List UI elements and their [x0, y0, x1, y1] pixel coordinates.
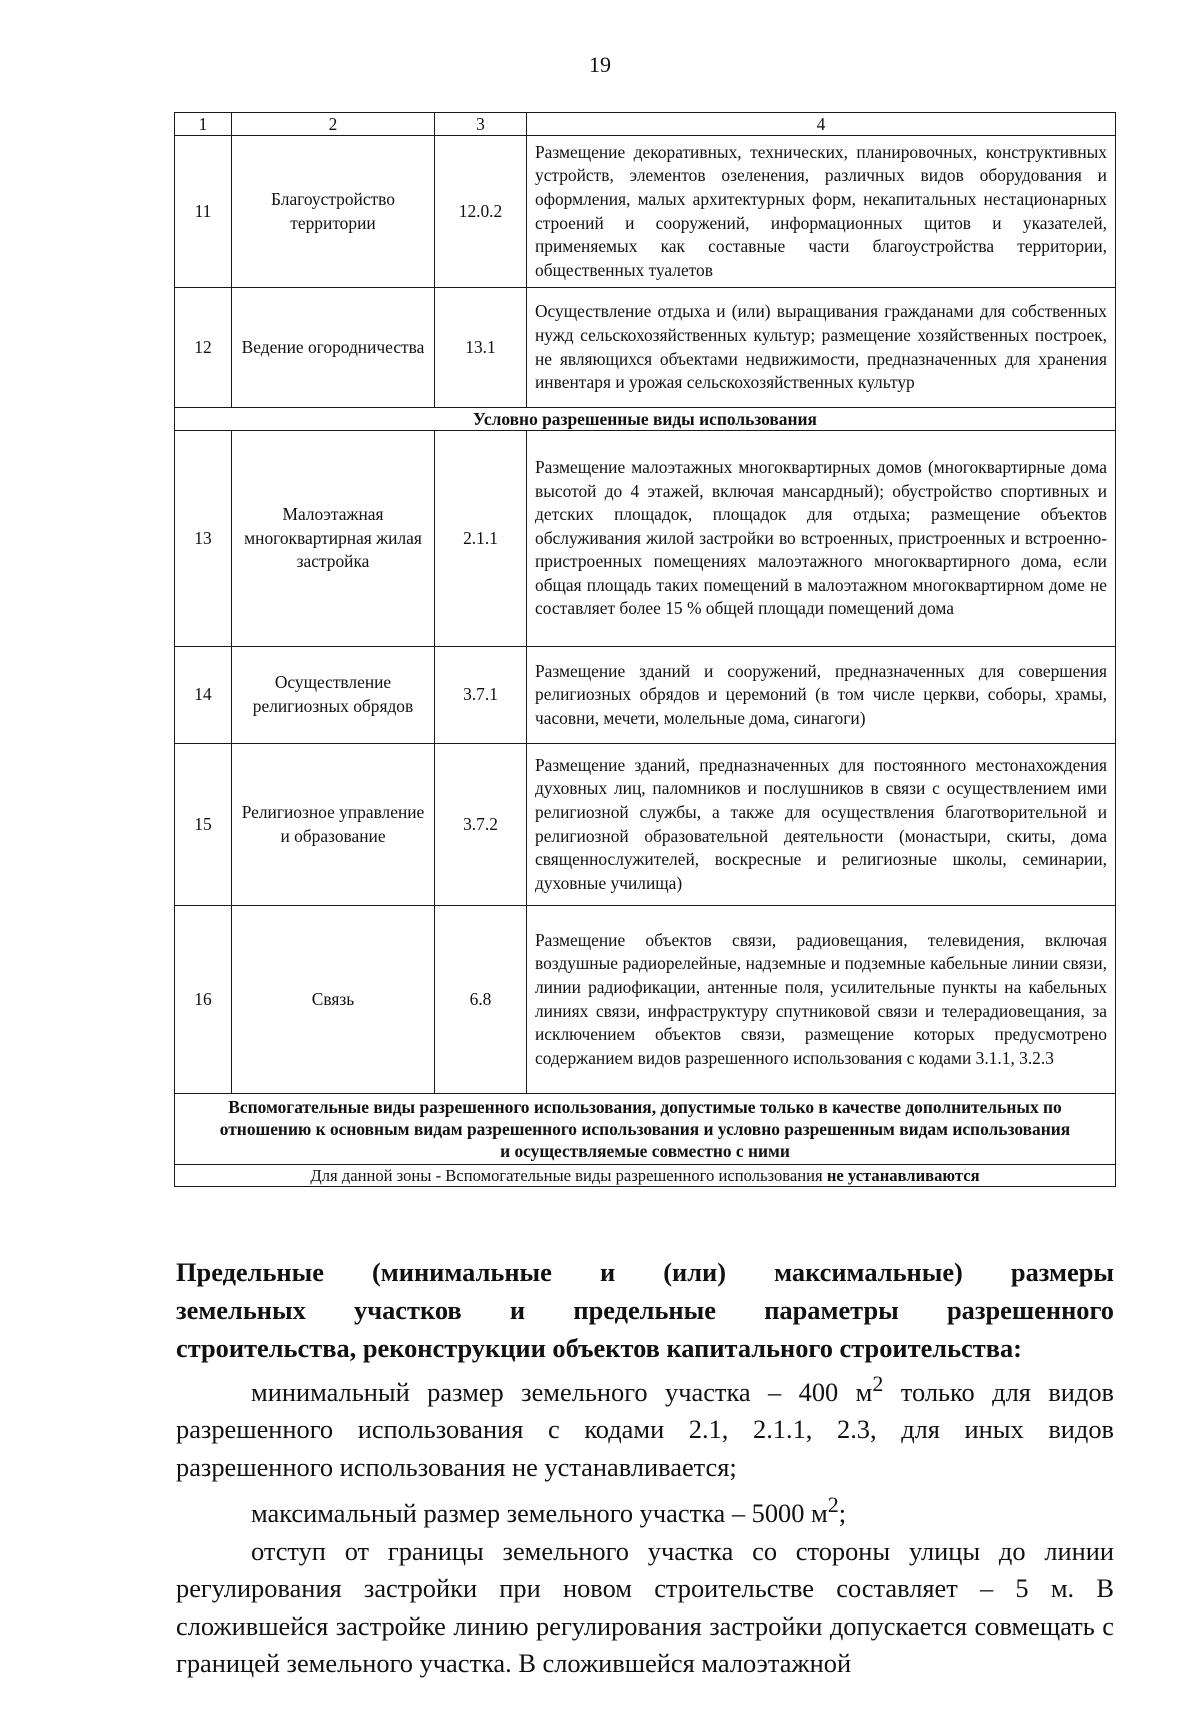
parameters-heading-line-2: земельных участков и предельные параметры разрешенного — [176, 1295, 1114, 1325]
row-number: 15 — [175, 744, 232, 906]
column-number-3: 3 — [435, 113, 527, 136]
use-type-code: 6.8 — [435, 906, 527, 1094]
auxiliary-uses-note-status: не устанавливаются — [826, 1166, 980, 1185]
use-type-code: 3.7.1 — [435, 647, 527, 744]
use-type-description: Размещение объектов связи, радиовещания, телевидения, включая воздушные радиорелейные, надземные и подземные кабельные линии связи, линии радиофикации, антенные поля, усилительные пункты на кабельных линиях связи, инфраструктуру спутниковой связи и телерадиовещания, за исключением объектов связи, размещение которых предусмотрено содержанием видов разрешенного использования с кодами 3.1.1, 3.2.3 — [527, 906, 1116, 1094]
min-plot-size-unit-exponent: 2 — [872, 1371, 884, 1396]
use-type-code: 12.0.2 — [435, 136, 527, 288]
parameters-body — [176, 1365, 1114, 1683]
auxiliary-uses-heading: Вспомогательные виды разрешенного использования, допустимые только в качестве дополнительных по отношению к основным видам разрешенного использования и условно разрешенным видам использования и осуществляемые совместно с ними — [175, 1094, 1116, 1165]
row-number: 11 — [175, 136, 232, 288]
row-number: 16 — [175, 906, 232, 1094]
table-row — [175, 431, 1116, 647]
use-type-name: Осуществление религиозных обрядов — [232, 647, 435, 744]
min-plot-size-tail: только для видов разрешенного использования с кодами 2.1, 2.1.1, 2.3, для иных видов разрешенного использования не устанавливается; — [176, 1376, 1114, 1482]
use-type-code: 3.7.2 — [435, 744, 527, 906]
max-plot-size-text: максимальный размер земельного участка – 5000 м — [251, 1498, 828, 1529]
parameters-heading-line-3: строительства, реконструкции объектов капитального строительства: — [176, 1333, 1022, 1363]
max-plot-size-unit-exponent: 2 — [827, 1492, 839, 1518]
use-type-description: Размещение малоэтажных многоквартирных домов (многоквартирные дома высотой до 4 этажей, включая мансардный); обустройство спортивных и детских площадок, площадок для отдыха; размещение объектов обслуживания жилой застройки во встроенных, пристроенных и встроенно-пристроенных помещениях малоэтажного многоквартирного дома, если общая площадь таких помещений в малоэтажном многоквартирном доме не составляет более 15 % общей площади помещений дома — [527, 431, 1116, 647]
auxiliary-uses-note-text: Для данной зоны - Вспомогательные виды разрешенного использования — [310, 1166, 827, 1185]
row-number: 12 — [175, 288, 232, 408]
use-type-name: Ведение огородничества — [232, 288, 435, 408]
column-number-1: 1 — [175, 113, 232, 136]
conditional-uses-heading: Условно разрешенные виды использования — [175, 408, 1116, 431]
use-type-description: Размещение зданий, предназначенных для постоянного местонахождения духовных лиц, паломников и послушников в связи с осуществлением ими религиозной службы, а также для осуществления благотворительной и религиозной образовательной деятельности (монастыри, скиты, дома священнослужителей, воскресные и религиозные школы, семинарии, духовные училища) — [527, 744, 1116, 906]
use-type-code: 13.1 — [435, 288, 527, 408]
section-heading-row — [175, 1094, 1116, 1165]
land-use-table — [174, 112, 1116, 1187]
min-plot-size-text: минимальный размер земельного участка – 400 м — [251, 1376, 873, 1407]
section-heading-row — [175, 408, 1116, 431]
parameters-heading-line-1: Предельные (минимальные и (или) максимальные) размеры — [176, 1257, 1114, 1287]
column-number-2: 2 — [232, 113, 435, 136]
table-row — [175, 906, 1116, 1094]
use-type-name: Малоэтажная многоквартирная жилая застройка — [232, 431, 435, 647]
use-type-code: 2.1.1 — [435, 431, 527, 647]
use-type-description: Осуществление отдыха и (или) выращивания гражданами для собственных нужд сельскохозяйственных культур; размещение хозяйственных построек, не являющихся объектами недвижимости, предназначенных для хранения инвентаря и урожая сельскохозяйственных культур — [527, 288, 1116, 408]
setback-paragraph: отступ от границы земельного участка со стороны улицы до линии регулирования застройки при новом строительстве составляет – 5 м. В сложившейся застройке линию регулирования застройки допускается совмещать с границей земельного участка. В сложившейся малоэтажной — [176, 1535, 1114, 1679]
row-number: 13 — [175, 431, 232, 647]
use-type-name: Связь — [232, 906, 435, 1094]
parameters-heading — [176, 1253, 1114, 1367]
min-plot-size-paragraph — [176, 1365, 1114, 1486]
max-plot-size-tail: ; — [838, 1498, 847, 1529]
max-plot-size-paragraph — [176, 1486, 1114, 1532]
use-type-name: Благоустройство территории — [232, 136, 435, 288]
page-number: 19 — [589, 52, 611, 77]
use-type-description: Размещение зданий и сооружений, предназначенных для совершения религиозных обрядов и церемоний (в том числе церкви, соборы, храмы, часовни, мечети, молельные дома, синагоги) — [527, 647, 1116, 744]
use-type-name: Религиозное управление и образование — [232, 744, 435, 906]
table-row — [175, 288, 1116, 408]
use-type-description: Размещение декоративных, технических, планировочных, конструктивных устройств, элементов озеленения, различных видов оборудования и оформления, малых архитектурных форм, некапитальных нестационарных строений и сооружений, информационных щитов и указателей, применяемых как составные части благоустройства территории, общественных туалетов — [527, 136, 1116, 288]
column-number-4: 4 — [527, 113, 1116, 136]
table-row — [175, 136, 1116, 288]
table-header-row — [175, 113, 1116, 136]
auxiliary-uses-note — [175, 1165, 1116, 1187]
table-footer-row — [175, 1165, 1116, 1187]
table-row — [175, 647, 1116, 744]
row-number: 14 — [175, 647, 232, 744]
table-row — [175, 744, 1116, 906]
